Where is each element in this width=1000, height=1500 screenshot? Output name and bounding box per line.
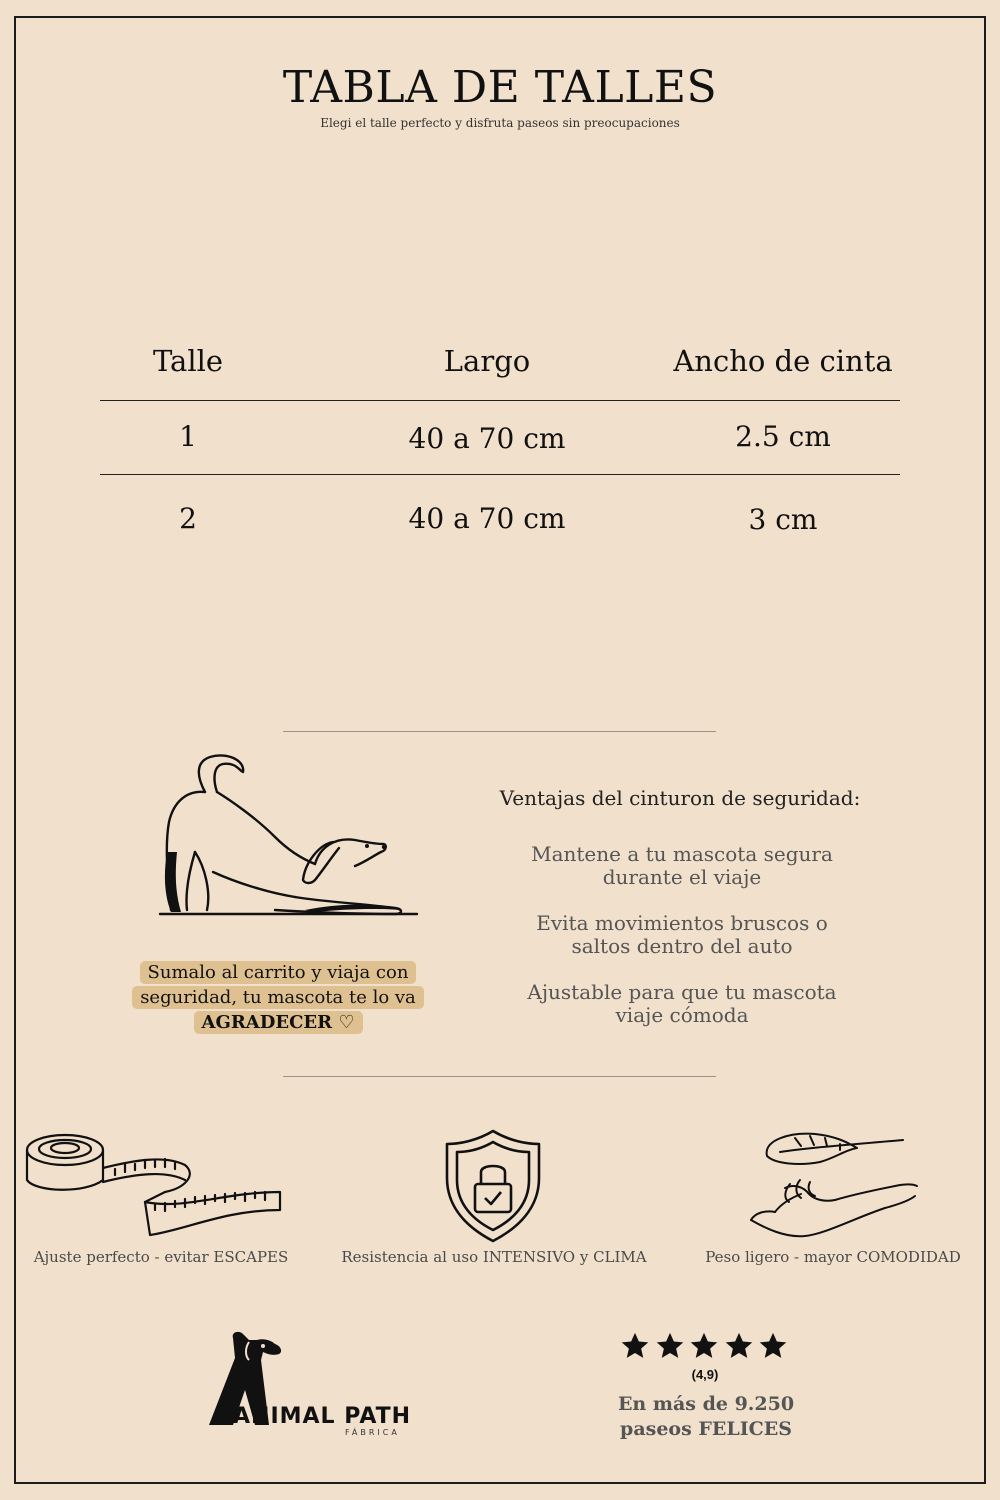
table-cell-ancho: 2.5 cm xyxy=(735,420,831,453)
star-icon xyxy=(758,1331,788,1361)
section-separator xyxy=(283,1076,716,1077)
stretching-dog-icon xyxy=(155,752,420,922)
table-cell-largo: 40 a 70 cm xyxy=(408,502,566,535)
advantage-item: Ajustable para que tu mascota viaje cómoda xyxy=(527,980,837,1027)
measuring-tape-icon xyxy=(25,1130,287,1242)
cta-line2: seguridad, tu mascota te lo va xyxy=(140,987,416,1008)
feature-label: Ajuste perfecto - evitar ESCAPES xyxy=(33,1248,289,1266)
star-icon xyxy=(689,1331,719,1361)
cta-message xyxy=(130,960,426,1035)
star-icon xyxy=(724,1331,754,1361)
feature-label: Resistencia al uso INTENSIVO y CLIMA xyxy=(341,1248,647,1266)
table-cell-talle: 1 xyxy=(179,420,197,453)
table-cell-largo: 40 a 70 cm xyxy=(408,422,566,455)
table-divider xyxy=(100,474,900,475)
table-header-talle: Talle xyxy=(152,344,224,378)
shield-lock-icon xyxy=(443,1128,543,1244)
table-cell-talle: 2 xyxy=(179,502,197,535)
table-header-largo: Largo xyxy=(443,344,531,378)
reviews-summary: En más de 9.250 paseos FELICES xyxy=(617,1393,795,1440)
table-cell-ancho: 3 cm xyxy=(748,503,818,536)
star-icon xyxy=(655,1331,685,1361)
advantages-title: Ventajas del cinturon de seguridad: xyxy=(499,786,861,810)
page-subtitle: Elegi el talle perfecto y disfruta paseos sin preocupaciones xyxy=(320,116,680,130)
section-separator xyxy=(283,731,716,732)
star-icon xyxy=(620,1331,650,1361)
brand-logo xyxy=(205,1330,412,1440)
advantage-item: Evita movimientos bruscos o saltos dentro del auto xyxy=(536,911,828,958)
page-title: TABLA DE TALLES xyxy=(282,62,718,113)
feature-label: Peso ligero - mayor COMODIDAD xyxy=(705,1248,961,1266)
advantage-item: Mantene a tu mascota segura durante el viaje xyxy=(531,842,833,889)
cta-line1: Sumalo al carrito y viaja con xyxy=(147,962,409,983)
table-header-ancho: Ancho de cinta xyxy=(673,344,893,378)
rating-value: (4,9) xyxy=(691,1367,719,1382)
feather-hand-icon xyxy=(745,1128,920,1246)
brand-tagline: FÁBRICA xyxy=(345,1428,400,1437)
table-divider xyxy=(100,400,900,401)
cta-emphasis: AGRADECER ♡ xyxy=(201,1012,355,1033)
brand-name: ANIMAL PATH xyxy=(233,1404,412,1429)
